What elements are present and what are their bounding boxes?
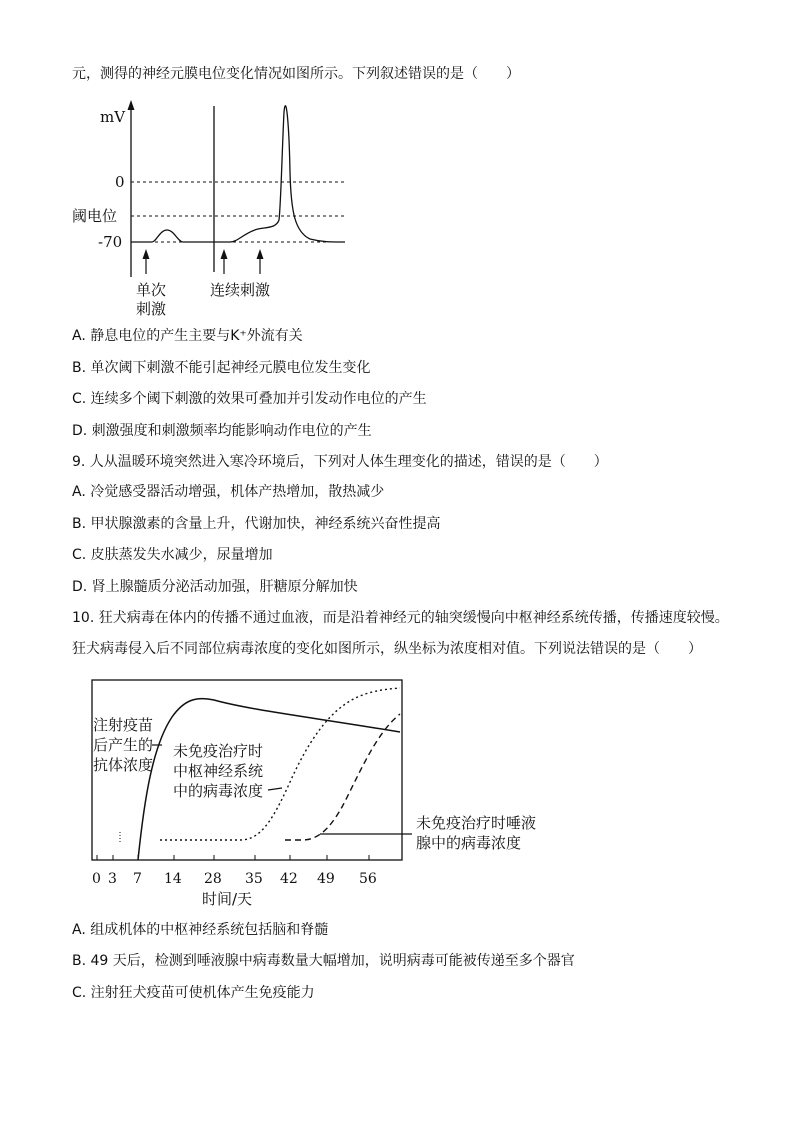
- q10-stem-line-2: 狂犬病毒侵入后不同部位病毒浓度的变化如图所示，纵坐标为浓度相对值。下列说法错误的是（ ）: [72, 641, 702, 657]
- saliva-label-1: 未免疫治疗时唾液: [416, 814, 537, 832]
- saliva-label-2: 腺中的病毒浓度: [416, 834, 522, 852]
- potential-curve: [131, 106, 345, 242]
- q8-option-b: B. 单次阈下刺激不能引起神经元膜电位发生变化: [72, 360, 371, 376]
- q10-stem-line-1: 10. 狂犬病毒在体内的传播不通过血液，而是沿着神经元的轴突缓慢向中枢神经系统传播，传播速度较慢。: [72, 610, 729, 626]
- q9-option-b: B. 甲状腺激素的含量上升，代谢加快，神经系统兴奋性提高: [72, 516, 441, 532]
- antibody-label-2: 后产生的: [93, 736, 154, 754]
- q9-option-c: C. 皮肤蒸发失水减少，尿量增加: [72, 547, 273, 563]
- x-tick-7: 7: [133, 871, 142, 887]
- q10-option-b: B. 49 天后，检测到唾液腺中病毒数量大幅增加，说明病毒可能被传递至多个器官: [72, 953, 575, 969]
- membrane-potential-figure: [72, 92, 390, 327]
- x-tick-49: 49: [317, 871, 335, 887]
- x-tick-42: 42: [280, 871, 298, 887]
- single-stimulus-arrow: [143, 249, 150, 274]
- x-tick-35: 35: [245, 871, 263, 887]
- x-tick-56: 56: [359, 871, 377, 887]
- cns-label-3: 中的病毒浓度: [173, 782, 264, 800]
- x-tick-0: 0: [92, 871, 101, 887]
- q10-option-a: A. 组成机体的中枢神经系统包括脑和脊髓: [72, 922, 329, 938]
- continuous-stimulus-arrow-2: [257, 249, 264, 274]
- single-stimulus-label-2: 刺激: [136, 300, 167, 318]
- cns-label-1: 未免疫治疗时: [173, 742, 264, 760]
- rabies-concentration-figure: [80, 672, 560, 912]
- y-axis-arrow: [128, 100, 135, 110]
- cns-leader: [268, 788, 282, 790]
- q8-stem: 元，测得的神经元膜电位变化情况如图所示。下列叙述错误的是（ ）: [72, 66, 520, 82]
- resting-label: -70: [98, 233, 123, 251]
- q9-option-d: D. 肾上腺髓质分泌活动加强，肝糖原分解加快: [72, 579, 358, 595]
- x-tick-28: 28: [204, 871, 222, 887]
- saliva-virus-curve: [285, 714, 400, 840]
- single-stimulus-label-1: 单次: [136, 281, 167, 299]
- q10-option-c: C. 注射狂犬疫苗可使机体产生免疫能力: [72, 985, 315, 1001]
- x-axis-label: 时间/天: [202, 890, 253, 908]
- x-tick-3: 3: [108, 871, 117, 887]
- q8-option-a: A. 静息电位的产生主要与K⁺外流有关: [72, 328, 303, 344]
- antibody-label-1: 注射疫苗: [93, 716, 154, 734]
- continuous-stimulus-label: 连续刺激: [210, 281, 271, 299]
- antibody-label-3: 抗体浓度: [93, 756, 154, 774]
- q8-option-d: D. 刺激强度和刺激频率均能影响动作电位的产生: [72, 423, 372, 439]
- threshold-label: 阈电位: [72, 207, 118, 225]
- q9-stem: 9. 人从温暖环境突然进入寒冷环境后，下列对人体生理变化的描述，错误的是（ ）: [72, 454, 608, 470]
- q8-option-c: C. 连续多个阈下刺激的效果可叠加并引发动作电位的产生: [72, 391, 427, 407]
- x-tick-14: 14: [164, 871, 182, 887]
- zero-label: 0: [115, 173, 125, 191]
- y-unit-label: mV: [100, 108, 126, 126]
- cns-label-2: 中枢神经系统: [173, 762, 264, 780]
- continuous-stimulus-arrow-1: [221, 249, 228, 274]
- q9-option-a: A. 冷觉感受器活动增强，机体产热增加，散热减少: [72, 484, 385, 500]
